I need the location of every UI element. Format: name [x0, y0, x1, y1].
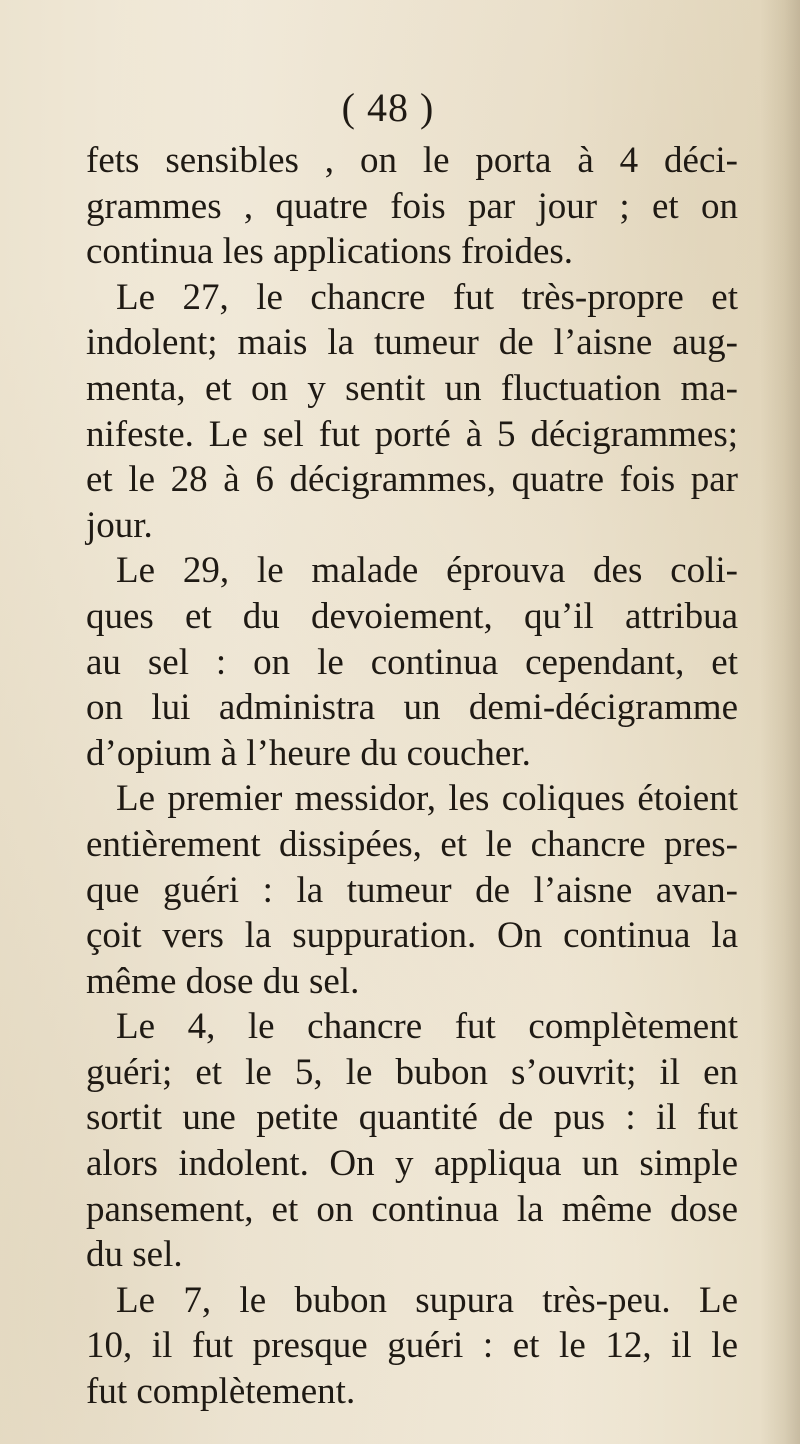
page-edge-shadow: [760, 0, 800, 1444]
body-text: [86, 138, 738, 1415]
text-line: guéri; et le 5, le bubon s’ouvrit; il en: [86, 1051, 738, 1093]
text-line: continua les applications froides.: [86, 231, 574, 273]
text-line: et le 28 à 6 décigrammes, quatre fois par: [86, 459, 738, 501]
text-line: du sel.: [86, 1234, 183, 1276]
text-line: ques et du devoiement, qu’il attribua: [86, 595, 738, 637]
text-line: 10, il fut presque guéri : et le 12, il le: [86, 1325, 738, 1367]
text-line: indolent; mais la tumeur de l’aisne aug-: [86, 322, 738, 364]
text-line: au sel : on le continua cependant, et: [86, 641, 738, 683]
text-line: Le premier messidor, les coliques étoient: [116, 778, 738, 820]
page-number: ( 48 ): [341, 85, 435, 130]
text-line: Le 29, le malade éprouva des coli-: [116, 550, 738, 592]
text-line: çoit vers la suppuration. On continua la: [86, 915, 738, 957]
text-line: grammes , quatre fois par jour ; et on: [86, 185, 738, 227]
text-line: d’opium à l’heure du coucher.: [86, 732, 531, 774]
text-line: menta, et on y sentit un fluctuation ma-: [86, 367, 738, 409]
text-line: Le 4, le chancre fut complètement: [116, 1006, 738, 1048]
text-line: jour.: [86, 504, 153, 546]
text-line: entièrement dissipées, et le chancre pres-: [86, 823, 738, 865]
text-line: pansement, et on continua la même dose: [86, 1188, 738, 1230]
text-line: même dose du sel.: [86, 960, 360, 1002]
text-line: sortit une petite quantité de pus : il fut: [86, 1097, 738, 1139]
text-line: que guéri : la tumeur de l’aisne avan-: [86, 869, 738, 911]
text-line: fets sensibles , on le porta à 4 déci-: [86, 140, 738, 181]
text-line: fut complètement.: [86, 1371, 356, 1413]
text-line: Le 7, le bubon supura très-peu. Le: [116, 1279, 738, 1321]
text-line: alors indolent. On y appliqua un simple: [86, 1143, 738, 1185]
text-line: nifeste. Le sel fut porté à 5 décigrammes;: [86, 413, 738, 455]
text-line: Le 27, le chancre fut très-propre et: [116, 276, 738, 318]
text-line: on lui administra un demi-décigramme: [86, 687, 738, 729]
